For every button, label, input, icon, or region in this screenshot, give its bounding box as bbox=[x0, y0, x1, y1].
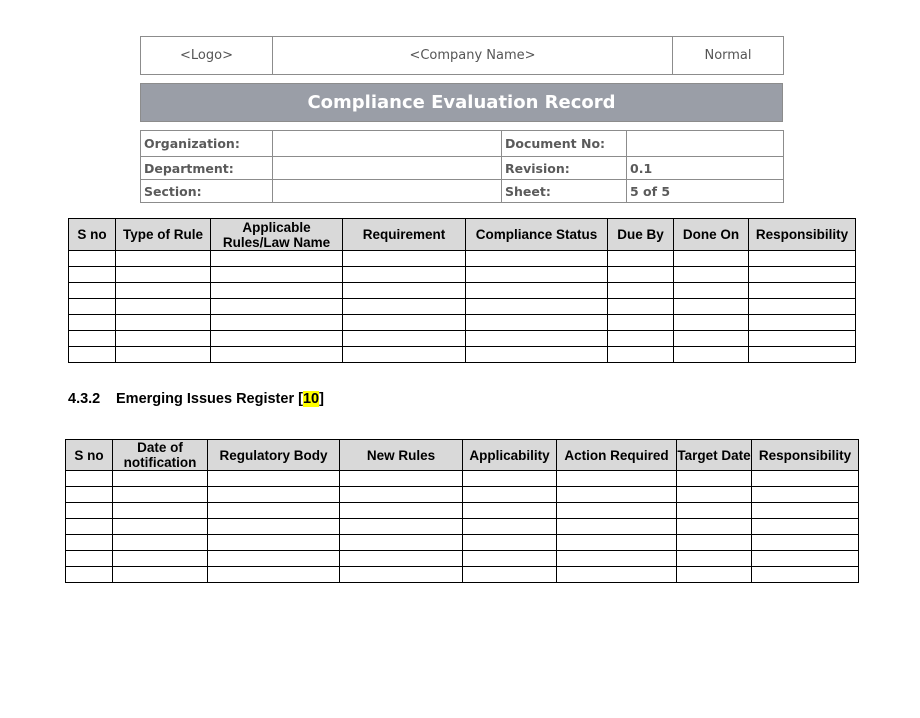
table-cell[interactable] bbox=[557, 503, 677, 519]
department-label: Department: bbox=[141, 157, 273, 180]
table-cell[interactable] bbox=[463, 551, 557, 567]
table-cell[interactable] bbox=[66, 519, 113, 535]
table-cell[interactable] bbox=[749, 315, 856, 331]
reference-bracket-close: ] bbox=[319, 391, 324, 407]
organization-label: Organization: bbox=[141, 131, 273, 157]
table-cell[interactable] bbox=[211, 267, 343, 283]
table-cell[interactable] bbox=[343, 315, 466, 331]
table-cell[interactable] bbox=[752, 471, 859, 487]
table-cell[interactable] bbox=[749, 331, 856, 347]
table-row bbox=[66, 503, 859, 519]
table-header-row bbox=[69, 219, 856, 251]
table-cell[interactable] bbox=[208, 471, 340, 487]
table-cell[interactable] bbox=[69, 331, 116, 347]
table-cell[interactable] bbox=[557, 487, 677, 503]
table-cell[interactable] bbox=[66, 567, 113, 583]
table-cell[interactable] bbox=[749, 299, 856, 315]
reference-bracket-open: [ bbox=[298, 391, 303, 407]
table-row bbox=[69, 315, 856, 331]
table-cell[interactable] bbox=[208, 567, 340, 583]
table-cell[interactable] bbox=[752, 551, 859, 567]
revision-value[interactable]: 0.1 bbox=[627, 157, 784, 180]
department-value[interactable] bbox=[273, 157, 502, 180]
table-cell[interactable] bbox=[557, 471, 677, 487]
table-cell[interactable] bbox=[677, 503, 752, 519]
table-cell[interactable] bbox=[208, 535, 340, 551]
table-cell[interactable] bbox=[343, 251, 466, 267]
table-cell[interactable] bbox=[340, 471, 463, 487]
document-no-value[interactable] bbox=[627, 131, 784, 157]
table-cell[interactable] bbox=[69, 267, 116, 283]
organization-value[interactable] bbox=[273, 131, 502, 157]
table-cell[interactable] bbox=[211, 251, 343, 267]
table-cell[interactable] bbox=[69, 251, 116, 267]
table-cell[interactable] bbox=[116, 347, 211, 363]
table-row bbox=[66, 567, 859, 583]
section-value[interactable] bbox=[273, 180, 502, 203]
table-row bbox=[69, 331, 856, 347]
table-cell[interactable] bbox=[113, 503, 208, 519]
table-cell[interactable] bbox=[69, 299, 116, 315]
table-cell[interactable] bbox=[340, 487, 463, 503]
table-cell[interactable] bbox=[116, 267, 211, 283]
table-cell[interactable] bbox=[674, 267, 749, 283]
table-cell[interactable] bbox=[66, 471, 113, 487]
table-row bbox=[66, 551, 859, 567]
table-cell[interactable] bbox=[752, 519, 859, 535]
table-cell[interactable] bbox=[466, 315, 608, 331]
classification-label: Normal bbox=[673, 37, 784, 75]
table-cell[interactable] bbox=[463, 535, 557, 551]
column-header: Action Required bbox=[557, 440, 677, 471]
table-row bbox=[69, 267, 856, 283]
table-cell[interactable] bbox=[674, 331, 749, 347]
company-name: <Company Name> bbox=[273, 37, 673, 75]
table-cell[interactable] bbox=[466, 347, 608, 363]
table-cell[interactable] bbox=[113, 471, 208, 487]
section-label: Section: bbox=[141, 180, 273, 203]
table-cell[interactable] bbox=[211, 299, 343, 315]
table-cell[interactable] bbox=[608, 347, 674, 363]
table-cell[interactable] bbox=[211, 347, 343, 363]
section-title: Emerging Issues Register bbox=[116, 391, 295, 407]
table-cell[interactable] bbox=[116, 299, 211, 315]
table-cell[interactable] bbox=[677, 487, 752, 503]
table-cell[interactable] bbox=[340, 567, 463, 583]
table-cell[interactable] bbox=[674, 347, 749, 363]
table-cell[interactable] bbox=[466, 251, 608, 267]
table-cell[interactable] bbox=[608, 315, 674, 331]
table-cell[interactable] bbox=[674, 299, 749, 315]
table-cell[interactable] bbox=[466, 267, 608, 283]
table-row bbox=[66, 471, 859, 487]
table-cell[interactable] bbox=[466, 331, 608, 347]
table-cell[interactable] bbox=[211, 283, 343, 299]
table-cell[interactable] bbox=[69, 347, 116, 363]
table-cell[interactable] bbox=[208, 519, 340, 535]
table-cell[interactable] bbox=[66, 551, 113, 567]
logo-placeholder: <Logo> bbox=[141, 37, 273, 75]
table-cell[interactable] bbox=[113, 487, 208, 503]
column-header: Responsibility bbox=[749, 219, 856, 251]
table-cell[interactable] bbox=[752, 567, 859, 583]
table-cell[interactable] bbox=[340, 535, 463, 551]
table-cell[interactable] bbox=[463, 487, 557, 503]
column-header: S no bbox=[66, 440, 113, 471]
table-cell[interactable] bbox=[749, 251, 856, 267]
table-header-row bbox=[66, 440, 859, 471]
table-cell[interactable] bbox=[752, 503, 859, 519]
document-info-table bbox=[140, 130, 784, 203]
column-header: Applicable Rules/Law Name bbox=[211, 219, 343, 251]
compliance-evaluation-table bbox=[68, 218, 856, 363]
table-cell[interactable] bbox=[557, 535, 677, 551]
document-title: Compliance Evaluation Record bbox=[140, 83, 783, 122]
table-cell[interactable] bbox=[463, 471, 557, 487]
column-header: Applicability bbox=[463, 440, 557, 471]
table-cell[interactable] bbox=[343, 283, 466, 299]
column-header: New Rules bbox=[340, 440, 463, 471]
table-row bbox=[69, 283, 856, 299]
table-cell[interactable] bbox=[211, 331, 343, 347]
table-cell[interactable] bbox=[677, 551, 752, 567]
table-cell[interactable] bbox=[674, 251, 749, 267]
table-cell[interactable] bbox=[69, 283, 116, 299]
column-header: Regulatory Body bbox=[208, 440, 340, 471]
sheet-value[interactable]: 5 of 5 bbox=[627, 180, 784, 203]
column-header: Requirement bbox=[343, 219, 466, 251]
table-cell[interactable] bbox=[116, 315, 211, 331]
table-cell[interactable] bbox=[608, 267, 674, 283]
emerging-issues-table bbox=[65, 439, 859, 583]
table-cell[interactable] bbox=[211, 315, 343, 331]
table-row bbox=[69, 251, 856, 267]
table-cell[interactable] bbox=[677, 471, 752, 487]
table-cell[interactable] bbox=[677, 535, 752, 551]
table-cell[interactable] bbox=[340, 503, 463, 519]
column-header: Done On bbox=[674, 219, 749, 251]
table-cell[interactable] bbox=[116, 251, 211, 267]
column-header: Due By bbox=[608, 219, 674, 251]
table-cell[interactable] bbox=[463, 519, 557, 535]
table-row bbox=[66, 487, 859, 503]
table-cell[interactable] bbox=[463, 503, 557, 519]
table-cell[interactable] bbox=[674, 283, 749, 299]
table-cell[interactable] bbox=[340, 551, 463, 567]
table-cell[interactable] bbox=[66, 503, 113, 519]
table-cell[interactable] bbox=[466, 283, 608, 299]
reference-number: 10 bbox=[302, 391, 320, 407]
table-cell[interactable] bbox=[608, 331, 674, 347]
column-header: Compliance Status bbox=[466, 219, 608, 251]
table-cell[interactable] bbox=[208, 503, 340, 519]
document-header bbox=[140, 36, 784, 75]
table-cell[interactable] bbox=[343, 299, 466, 315]
document-no-label: Document No: bbox=[502, 131, 627, 157]
table-cell[interactable] bbox=[557, 551, 677, 567]
table-cell[interactable] bbox=[113, 519, 208, 535]
table-row bbox=[69, 347, 856, 363]
table-cell[interactable] bbox=[208, 551, 340, 567]
column-header: Date of notification bbox=[113, 440, 208, 471]
table-cell[interactable] bbox=[608, 251, 674, 267]
table-row bbox=[66, 535, 859, 551]
column-header: Target Date bbox=[677, 440, 752, 471]
column-header: Responsibility bbox=[752, 440, 859, 471]
table-cell[interactable] bbox=[677, 519, 752, 535]
column-header: S no bbox=[69, 219, 116, 251]
table-cell[interactable] bbox=[116, 331, 211, 347]
table-cell[interactable] bbox=[69, 315, 116, 331]
table-cell[interactable] bbox=[677, 567, 752, 583]
table-cell[interactable] bbox=[608, 299, 674, 315]
table-cell[interactable] bbox=[113, 535, 208, 551]
table-cell[interactable] bbox=[749, 347, 856, 363]
table-cell[interactable] bbox=[343, 331, 466, 347]
table-cell[interactable] bbox=[340, 519, 463, 535]
table-cell[interactable] bbox=[343, 267, 466, 283]
table-cell[interactable] bbox=[208, 487, 340, 503]
table-cell[interactable] bbox=[608, 283, 674, 299]
table-cell[interactable] bbox=[466, 299, 608, 315]
table-row bbox=[69, 299, 856, 315]
table-cell[interactable] bbox=[557, 519, 677, 535]
table-cell[interactable] bbox=[557, 567, 677, 583]
table-cell[interactable] bbox=[749, 283, 856, 299]
table-row bbox=[66, 519, 859, 535]
table-cell[interactable] bbox=[674, 315, 749, 331]
revision-label: Revision: bbox=[502, 157, 627, 180]
section-heading bbox=[68, 391, 324, 407]
table-cell[interactable] bbox=[752, 487, 859, 503]
table-cell[interactable] bbox=[66, 535, 113, 551]
table-cell[interactable] bbox=[66, 487, 113, 503]
table-cell[interactable] bbox=[116, 283, 211, 299]
table-cell[interactable] bbox=[113, 567, 208, 583]
table-cell[interactable] bbox=[343, 347, 466, 363]
table-cell[interactable] bbox=[113, 551, 208, 567]
table-cell[interactable] bbox=[752, 535, 859, 551]
section-number: 4.3.2 bbox=[68, 391, 101, 407]
table-cell[interactable] bbox=[749, 267, 856, 283]
sheet-label: Sheet: bbox=[502, 180, 627, 203]
table-cell[interactable] bbox=[463, 567, 557, 583]
column-header: Type of Rule bbox=[116, 219, 211, 251]
